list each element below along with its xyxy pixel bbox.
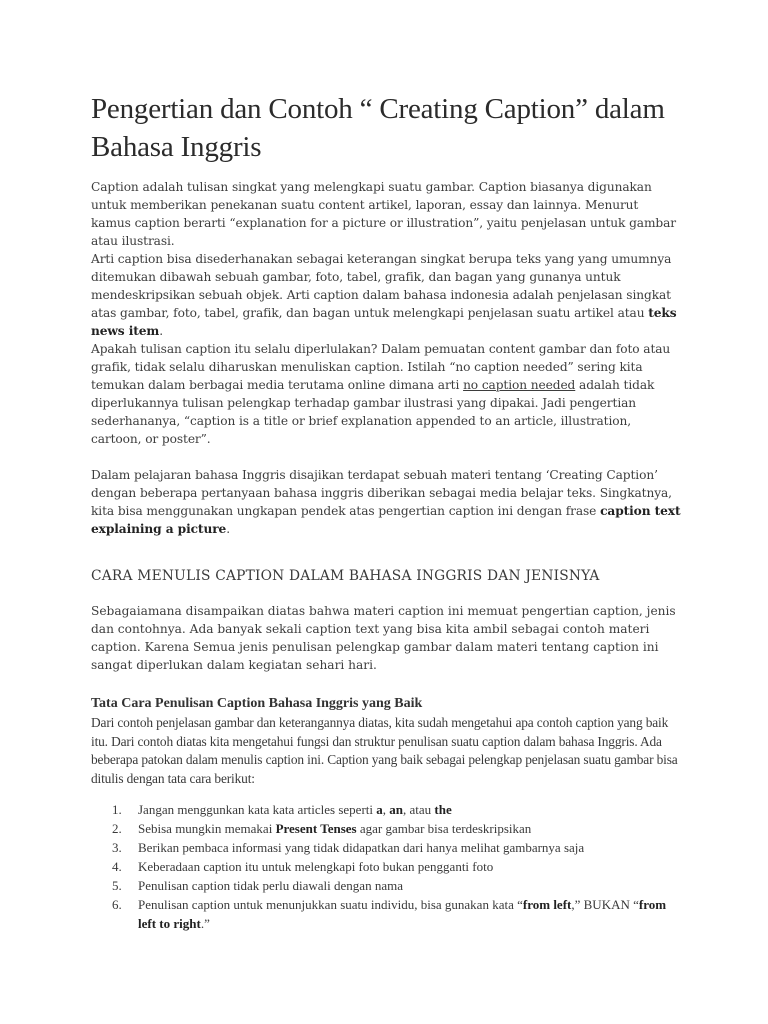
list-number: 2.	[112, 821, 122, 837]
list-text: ,” BUKAN “	[571, 897, 639, 913]
intro-p4-text: Dalam pelajaran bahasa Inggris disajikan terdapat sebuah materi tentang ‘Creating Caption’ dengan beberapa pertanyaan bahasa inggris diberikan sebagai media belajar teks. Singkatnya, kita bisa menggunakan ungkapan pendek atas pengertian caption ini dengan frase	[91, 468, 672, 518]
list-item	[91, 819, 681, 838]
list-bold: from left	[522, 897, 572, 913]
steps-list	[91, 800, 681, 933]
intro-paragraph-3	[91, 340, 681, 448]
list-bold: Present Tenses	[275, 821, 357, 837]
list-text: Keberadaan caption itu untuk melengkapi foto bukan pengganti foto	[138, 859, 494, 875]
list-number: 6.	[112, 897, 122, 913]
list-item	[91, 800, 681, 819]
list-number: 3.	[112, 840, 122, 856]
intro-p4-end: .	[226, 522, 230, 536]
intro-p3-text-a: Apakah tulisan caption itu selalu diperlulakan? Dalam pemuatan content gambar dan foto atau grafik, tidak selalu diharuskan menuliskan caption. Istilah “no caption needed” sering kita temukan dalam berbagai media terutama online dimana arti	[91, 342, 671, 392]
intro-p4-bold: caption text explaining a picture	[91, 504, 681, 536]
list-text: agar gambar bisa terdeskripsikan	[356, 821, 532, 837]
section-heading: CARA MENULIS CAPTION DALAM BAHASA INGGRIS DAN JENISNYA	[91, 568, 600, 584]
paragraph-gap	[91, 448, 681, 466]
document-page	[91, 90, 681, 933]
list-bold: the	[434, 802, 452, 818]
section-paragraph: Sebagaiamana disampaikan diatas bahwa materi caption ini memuat pengertian caption, jenis dan contohnya. Ada banyak sekali caption text yang bisa kita ambil sebagai contoh materi caption. Karena Semua jenis penulisan pelengkap gambar dalam materi tentang caption ini sangat diperlukan dalam kegiatan sehari hari.	[91, 604, 676, 672]
list-item	[91, 857, 681, 876]
intro-p3-text-b: adalah tidak diperlukannya tulisan pelengkap terhadap gambar ilustrasi yang dipakai. Jadi pengertian sederhananya, “caption is a title or brief explanation appended to an article, illustration, cartoon, or poster”.	[91, 378, 655, 446]
list-bold: a	[376, 802, 383, 818]
list-text: Sebisa mungkin memakai	[138, 821, 276, 837]
list-number: 4.	[112, 859, 122, 875]
list-text: Penulisan caption untuk menunjukkan suatu individu, bisa gunakan kata “	[138, 897, 523, 913]
list-text: Berikan pembaca informasi yang tidak didapatkan dari hanya melihat gambarnya saja	[138, 840, 585, 856]
intro-paragraph-4	[91, 466, 681, 538]
subsection-heading: Tata Cara Penulisan Caption Bahasa Inggris yang Baik	[91, 696, 423, 711]
list-bold: from left to right	[138, 897, 667, 932]
subsection-paragraph: Dari contoh penjelasan gambar dan keterangannya diatas, kita sudah mengetahui apa contoh caption yang baik itu. Dari contoh diatas kita mengetahui fungsi dan struktur penulisan suatu caption dalam bahasa Inggris. Ada beberapa patokan dalam menulis caption ini. Caption yang baik sebagai pelengkap penjelasan suatu gambar bisa ditulis dengan tata cara berikut:	[91, 715, 678, 786]
list-item	[91, 895, 681, 933]
intro-p3-underline: no caption needed	[463, 378, 576, 392]
intro-paragraph-1: Caption adalah tulisan singkat yang melengkapi suatu gambar. Caption biasanya digunakan untuk memberikan penekanan suatu content artikel, laporan, essay dan lainnya. Menurut kamus caption berarti “explanation for a picture or illustration”, yaitu penjelasan untuk gambar atau ilustrasi.	[91, 180, 677, 248]
list-number: 1.	[112, 802, 122, 818]
intro-p2-text: Arti caption bisa disederhanakan sebagai keterangan singkat berupa teks yang yang umumnya ditemukan dibawah sebuah gambar, foto, tabel, grafik, dan bagan yang gunanya untuk mendeskripsikan sebuah objek. Arti caption dalam bahasa indonesia adalah penjelasan singkat atas gambar, foto, tabel, grafik, dan bagan untuk melengkapi penjelasan suatu artikel atau	[91, 252, 672, 320]
list-item	[91, 838, 681, 857]
list-bold: an	[389, 802, 403, 818]
list-text: , atau	[402, 802, 435, 818]
list-text: Jangan menggunkan kata kata articles seperti	[138, 802, 377, 818]
intro-paragraph-2	[91, 250, 681, 340]
intro-p2-bold: teks news item	[91, 306, 677, 338]
list-number: 5.	[112, 878, 122, 894]
list-text: .”	[200, 916, 210, 932]
list-text: ,	[382, 802, 390, 818]
list-text: Penulisan caption tidak perlu diawali dengan nama	[138, 878, 403, 894]
page-title: Pengertian dan Contoh “ Creating Caption” dalam Bahasa Inggris	[91, 93, 665, 163]
intro-p2-end: .	[159, 324, 164, 338]
list-item	[91, 876, 681, 895]
